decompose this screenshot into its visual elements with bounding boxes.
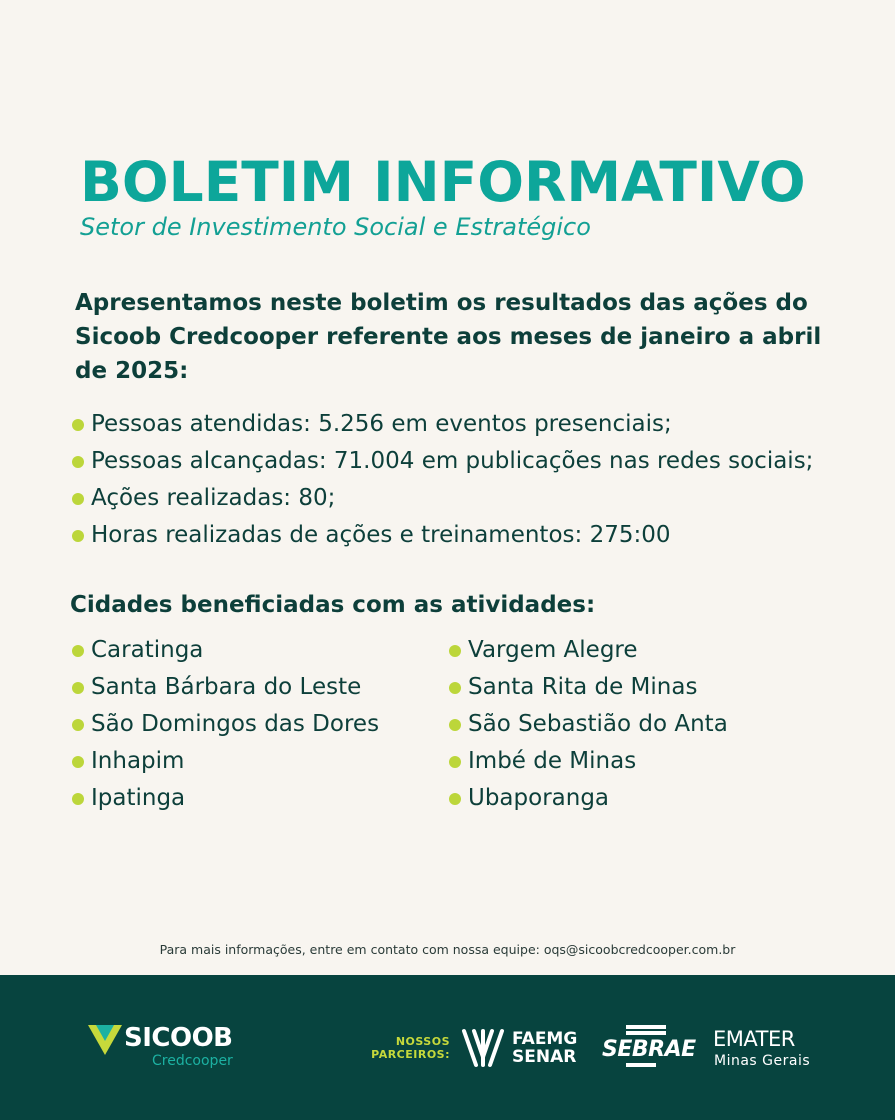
bullet-dot-icon	[72, 719, 84, 731]
list-item: Horas realizadas de ações e treinamentos: 275:00	[72, 516, 813, 553]
sebrae-logo	[602, 1023, 696, 1071]
partners-label: NOSSOS PARCEIROS:	[371, 1035, 450, 1061]
cities-heading: Cidades beneficiadas com as atividades:	[70, 592, 596, 618]
bullet-dot-icon	[72, 493, 84, 505]
sicoob-logo	[88, 1023, 248, 1073]
footer-bar	[0, 975, 895, 1120]
bullet-dot-icon	[449, 682, 461, 694]
list-item: Imbé de Minas	[449, 742, 728, 779]
list-item: Vargem Alegre	[449, 631, 728, 668]
page-title: BOLETIM INFORMATIVO	[80, 150, 806, 214]
list-item: Ações realizadas: 80;	[72, 479, 813, 516]
list-item: Caratinga	[72, 631, 379, 668]
sebrae-name: SEBRAE	[602, 1037, 696, 1062]
bullet-dot-icon	[449, 719, 461, 731]
list-item: São Domingos das Dores	[72, 705, 379, 742]
sicoob-name: SICOOB	[124, 1023, 233, 1053]
emater-name: EMATER	[713, 1027, 795, 1051]
bullet-dot-icon	[72, 645, 84, 657]
contact-info: Para mais informações, entre em contato com nossa equipe: oqs@sicoobcredcooper.com.br	[159, 942, 736, 957]
list-item: Ubaporanga	[449, 779, 728, 816]
faemg-wheat-icon	[460, 1025, 506, 1069]
bullet-dot-icon	[72, 756, 84, 768]
sebrae-bar-icon	[626, 1031, 666, 1035]
bullet-dot-icon	[72, 793, 84, 805]
cities-list-right	[449, 631, 728, 816]
list-item: Santa Rita de Minas	[449, 668, 728, 705]
cities-list-left	[72, 631, 379, 816]
faemg-senar-logo	[460, 1025, 590, 1069]
list-item: Santa Bárbara do Leste	[72, 668, 379, 705]
bullet-dot-icon	[449, 756, 461, 768]
bullet-dot-icon	[449, 645, 461, 657]
bullet-dot-icon	[449, 793, 461, 805]
faemg-senar-name: FAEMG SENAR	[512, 1029, 578, 1067]
bullet-dot-icon	[72, 682, 84, 694]
list-item: Pessoas alcançadas: 71.004 em publicações nas redes sociais;	[72, 442, 813, 479]
sicoob-logo-icon	[88, 1025, 122, 1055]
sicoob-subname: Credcooper	[152, 1053, 233, 1069]
sebrae-bar-icon	[626, 1063, 656, 1067]
bullet-dot-icon	[72, 530, 84, 542]
bullet-dot-icon	[72, 419, 84, 431]
list-item: Ipatinga	[72, 779, 379, 816]
page-subtitle: Setor de Investimento Social e Estratégico	[80, 213, 591, 241]
sebrae-bar-icon	[626, 1025, 666, 1029]
bullet-dot-icon	[72, 456, 84, 468]
intro-paragraph: Apresentamos neste boletim os resultados das ações do Sicoob Credcooper referente aos meses de janeiro a abril de 2025:	[75, 290, 822, 384]
emater-logo	[713, 1027, 823, 1071]
list-item: Pessoas atendidas: 5.256 em eventos presenciais;	[72, 405, 813, 442]
list-item: São Sebastião do Anta	[449, 705, 728, 742]
emater-subname: Minas Gerais	[714, 1053, 811, 1069]
stats-list	[72, 405, 813, 553]
list-item: Inhapim	[72, 742, 379, 779]
